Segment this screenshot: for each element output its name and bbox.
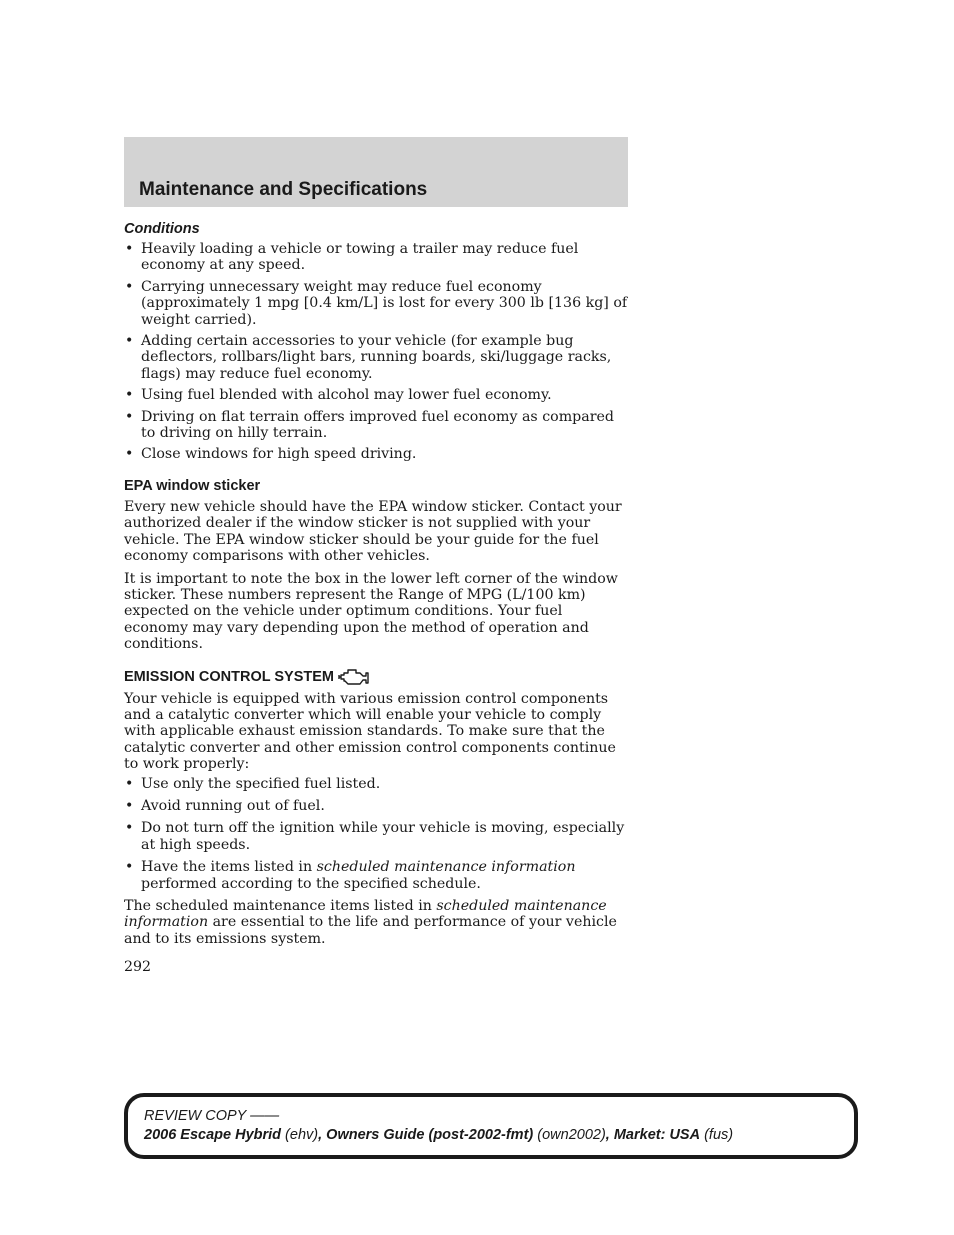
cross-reference: scheduled maintenance information [316,859,576,876]
engine-icon [338,667,370,687]
list-item: • Have the items listed in scheduled maintenance information performed according to the specified schedule. [125,859,576,892]
conditions-list [124,241,630,463]
bullet-icon: • [125,446,134,463]
footer-line-1: REVIEW COPY —— [144,1108,280,1124]
emission-intro: Your vehicle is equipped with various emission control components and a catalytic converter which will enable your vehicle to comply with applicable exhaust emission standards. To make sure that the catalytic converter and other emission control components continue to work properly: [124,690,616,773]
epa-paragraph: It is important to note the box in the lower left corner of the window sticker. These numbers represent the Range of MPG (L/100 km) expected on the vehicle under optimum conditions. Your fuel economy may vary depending upon the method of operation and conditions. [124,570,618,653]
emission-heading [124,667,630,687]
emission-heading-text: EMISSION CONTROL SYSTEM [124,668,335,685]
bullet-icon: • [125,859,134,876]
emission-closing: The scheduled maintenance items listed in scheduled maintenance information are essential to the life and performance of your vehicle and to its emissions system. [124,898,617,947]
bullet-icon: • [125,797,134,814]
bullet-icon: • [125,408,134,425]
list-item: • Carrying unnecessary weight may reduce fuel economy (approximately 1 mpg [0.4 km/L] is lost for every 300 lb [136 kg] of weight carried). [125,278,628,328]
bullet-icon: • [125,241,134,257]
section-title: Maintenance and Specifications [139,179,428,200]
list-item: • Driving on flat terrain offers improved fuel economy as compared to driving on hilly terrain. [125,408,614,442]
emission-list [124,776,630,892]
epa-heading: EPA window sticker [124,477,261,494]
page-content [124,220,630,976]
page-number: 292 [124,959,152,976]
bullet-icon: • [125,278,134,295]
list-item: • Close windows for high speed driving. [125,446,417,463]
bullet-icon: • [125,820,134,837]
list-item: • Using fuel blended with alcohol may lower fuel economy. [125,387,552,404]
cross-reference: scheduled maintenance information [124,898,607,931]
footer-line-2: 2006 Escape Hybrid (ehv), Owners Guide (post-2002-fmt) (own2002), Market: USA (fus) [144,1127,734,1143]
epa-paragraph: Every new vehicle should have the EPA window sticker. Contact your authorized dealer if the window sticker is not supplied with your vehicle. The EPA window sticker should be your guide for the fuel economy comparisons with other vehicles. [124,498,622,565]
bullet-icon: • [125,333,134,350]
list-item: • Avoid running out of fuel. [125,797,325,814]
section-header-band [124,137,628,207]
list-item: • Heavily loading a vehicle or towing a trailer may reduce fuel economy at any speed. [125,241,579,274]
list-item: • Use only the specified fuel listed. [125,775,381,792]
bullet-icon: • [125,775,134,792]
list-item: • Adding certain accessories to your vehicle (for example bug deflectors, rollbars/light bars, running boards, ski/luggage racks, flags) may reduce fuel economy. [125,333,612,382]
bullet-icon: • [125,387,134,404]
list-item: • Do not turn off the ignition while your vehicle is moving, especially at high speeds. [125,820,625,853]
review-copy-footer [124,1093,858,1159]
conditions-heading: Conditions [124,221,200,237]
